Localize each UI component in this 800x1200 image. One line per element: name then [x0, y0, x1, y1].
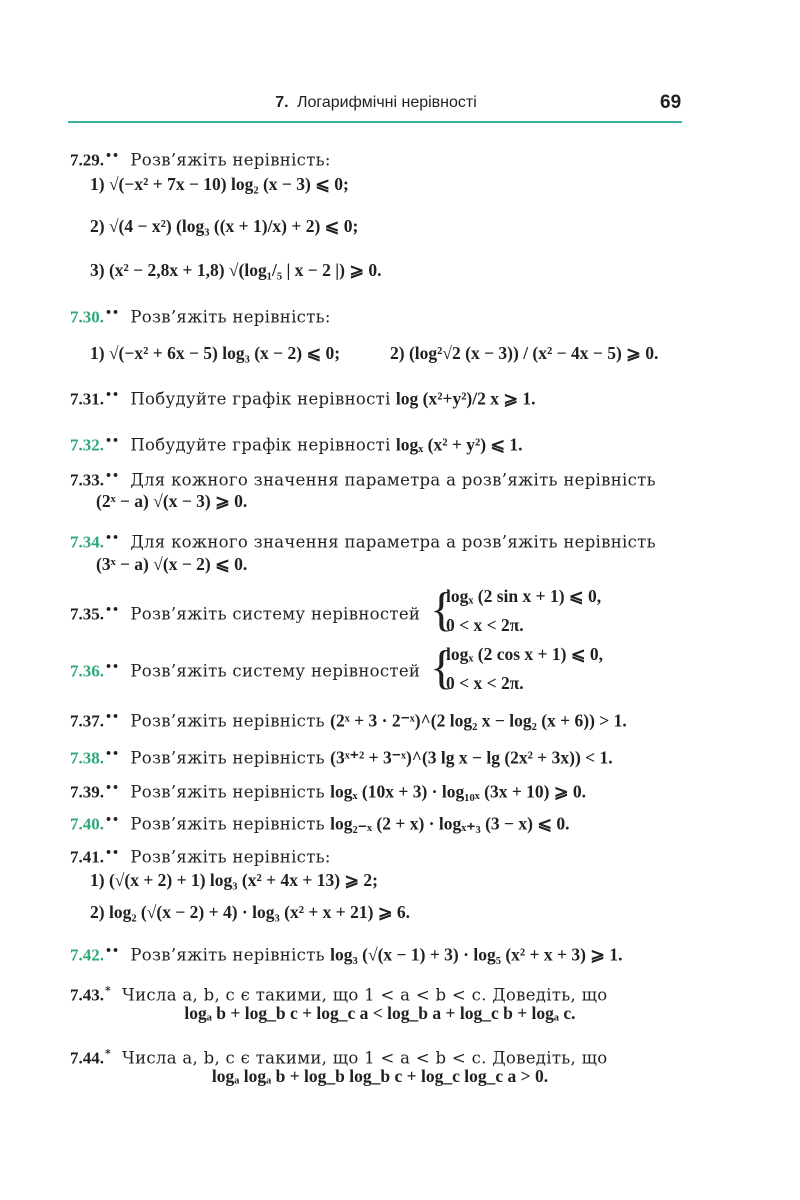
- exercise-number: 7.32.: [70, 435, 104, 455]
- difficulty-mark: ••: [105, 306, 120, 319]
- exercise-text: Розв’яжіть нерівність:: [130, 307, 331, 327]
- exercise-text: Розв’яжіть нерівність: [130, 945, 325, 965]
- exercise-7-37: [70, 707, 627, 732]
- exercise-item: 3) (x² − 2,8x + 1,8) √(log₁/₅ | x − 2 |) ⩾ 0.: [90, 260, 382, 280]
- difficulty-mark: ••: [105, 944, 120, 957]
- difficulty-mark: ••: [105, 434, 120, 447]
- exercise-text: Побудуйте графік нерівності: [130, 389, 391, 409]
- exercise-text: Розв’яжіть систему нерівностей: [130, 604, 421, 624]
- exercise-number: 7.38.: [70, 748, 104, 768]
- difficulty-mark: ••: [105, 813, 120, 826]
- exercise-number: 7.31.: [70, 389, 104, 409]
- exercise-item: 1) (√(x + 2) + 1) log₃ (x² + 4x + 13) ⩾ 2;: [90, 870, 379, 890]
- exercise-7-31: [70, 385, 536, 410]
- page-number: 69: [660, 92, 682, 113]
- difficulty-mark: ••: [105, 781, 120, 794]
- difficulty-mark: ••: [105, 469, 120, 482]
- exercise-formula: (2ˣ + 3 · 2⁻ˣ)^(2 log₂ x − log₂ (x + 6)) > 1.: [330, 710, 627, 731]
- difficulty-mark: ••: [105, 603, 120, 616]
- exercise-formula: log₂₋ₓ (2 + x) · logₓ₊₃ (3 − x) ⩽ 0.: [330, 813, 570, 834]
- difficulty-mark: *: [105, 1047, 111, 1060]
- difficulty-mark: ••: [105, 660, 120, 673]
- difficulty-mark: ••: [105, 710, 120, 723]
- exercise-7-39: [70, 778, 586, 803]
- system-brace: {: [430, 641, 454, 694]
- running-header: [0, 94, 752, 112]
- exercise-text: Для кожного значення параметра a розв’яжіть нерівність: [130, 470, 656, 490]
- chapter-title: Логарифмічні нерівності: [296, 94, 477, 111]
- exercise-7-32: [70, 431, 523, 456]
- exercise-7-34: [70, 528, 656, 553]
- exercise-formula: logₐ b + log_b c + log_c a < log_b a + log_c b + logₐ c.: [184, 1003, 576, 1023]
- exercise-item: 1) √(−x² + 6x − 5) log₃ (x − 2) ⩽ 0;: [90, 343, 341, 363]
- chapter-number: 7.: [275, 94, 289, 111]
- exercise-text: Для кожного значення параметра a розв’яжіть нерівність: [130, 532, 656, 552]
- exercise-number: 7.29.: [70, 150, 104, 170]
- exercise-text: Розв’яжіть нерівність:: [130, 847, 331, 867]
- exercise-formula: logₓ (10x + 3) · log₁₀ₓ (3x + 10) ⩾ 0.: [330, 781, 587, 802]
- exercise-text: Числа a, b, c є такими, що 1 < a < b < c. Доведіть, що: [122, 985, 608, 1005]
- exercise-text: Розв’яжіть нерівність: [130, 711, 325, 731]
- exercise-text: Розв’яжіть нерівність: [130, 782, 325, 802]
- exercise-formula: (3ˣ⁺² + 3⁻ˣ)^(3 lg x − lg (2x² + 3x)) < 1.: [330, 747, 613, 768]
- exercise-number: 7.42.: [70, 945, 104, 965]
- exercise-number: 7.33.: [70, 470, 104, 490]
- exercise-number: 7.44.: [70, 1048, 104, 1068]
- exercise-item: 2) √(4 − x²) (log₃ ((x + 1)/x) + 2) ⩽ 0;: [90, 216, 359, 236]
- exercise-text: Розв’яжіть систему нерівностей: [130, 661, 421, 681]
- system-line: logₓ (2 cos x + 1) ⩽ 0,: [446, 644, 603, 664]
- difficulty-mark: ••: [105, 388, 120, 401]
- exercise-7-29: [70, 146, 331, 171]
- exercise-7-35: [70, 600, 420, 625]
- exercise-formula: log (x²+y²)/2 x ⩾ 1.: [395, 388, 536, 409]
- exercise-number: 7.36.: [70, 661, 104, 681]
- exercise-text: Розв’яжіть нерівність: [130, 748, 325, 768]
- exercise-7-36: [70, 657, 420, 682]
- difficulty-mark: ••: [105, 149, 120, 162]
- exercise-number: 7.35.: [70, 604, 104, 624]
- difficulty-mark: ••: [105, 846, 120, 859]
- exercise-item: 2) log₂ (√(x − 2) + 4) · log₃ (x² + x + 21) ⩾ 6.: [90, 902, 410, 922]
- exercise-number: 7.41.: [70, 847, 104, 867]
- system-line: logₓ (2 sin x + 1) ⩽ 0,: [446, 586, 602, 606]
- exercise-7-44: [70, 1044, 608, 1069]
- exercise-number: 7.34.: [70, 532, 104, 552]
- exercise-formula: logₓ (x² + y²) ⩽ 1.: [395, 434, 523, 455]
- exercise-7-30: [70, 303, 331, 328]
- system-brace: {: [430, 583, 454, 636]
- exercise-item: 2) (log²√2 (x − 3)) / (x² − 4x − 5) ⩾ 0.: [390, 343, 659, 363]
- exercise-formula: log₃ (√(x − 1) + 3) · log₅ (x² + x + 3) ⩾ 1.: [330, 944, 623, 965]
- system-line: 0 < x < 2π.: [446, 615, 524, 635]
- exercise-number: 7.43.: [70, 985, 104, 1005]
- exercise-7-40: [70, 810, 570, 835]
- exercise-number: 7.40.: [70, 814, 104, 834]
- header-rule: [68, 121, 682, 123]
- exercise-formula: logₐ logₐ b + log_b log_b c + log_c log_c a > 0.: [211, 1066, 549, 1086]
- exercise-text: Розв’яжіть нерівність:: [130, 150, 331, 170]
- exercise-7-33: [70, 466, 656, 491]
- exercise-item: 1) √(−x² + 7x − 10) log₂ (x − 3) ⩽ 0;: [90, 174, 349, 194]
- difficulty-mark: ••: [105, 531, 120, 544]
- difficulty-mark: ••: [105, 747, 120, 760]
- exercise-number: 7.30.: [70, 307, 104, 327]
- exercise-number: 7.37.: [70, 711, 104, 731]
- exercise-formula: (2ˣ − a) √(x − 3) ⩾ 0.: [96, 491, 248, 511]
- system-line: 0 < x < 2π.: [446, 673, 524, 693]
- exercise-7-41: [70, 843, 331, 868]
- exercise-text: Побудуйте графік нерівності: [130, 435, 391, 455]
- exercise-7-38: [70, 744, 613, 769]
- exercise-formula: (3ˣ − a) √(x − 2) ⩽ 0.: [96, 554, 248, 574]
- exercise-text: Розв’яжіть нерівність: [130, 814, 325, 834]
- difficulty-mark: *: [105, 984, 111, 997]
- exercise-7-42: [70, 941, 622, 966]
- exercise-text: Числа a, b, c є такими, що 1 < a < b < c. Доведіть, що: [122, 1048, 608, 1068]
- exercise-7-43: [70, 981, 608, 1006]
- exercise-number: 7.39.: [70, 782, 104, 802]
